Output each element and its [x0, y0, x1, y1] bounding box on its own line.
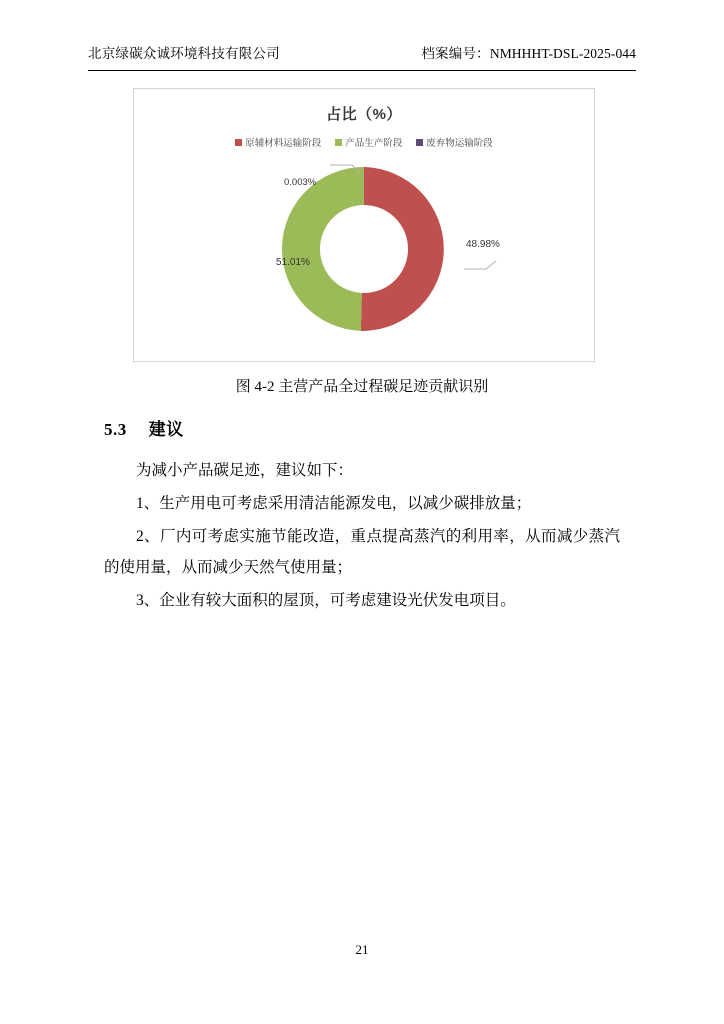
chart-legend [134, 135, 594, 149]
donut-hole [320, 205, 408, 293]
chart-container [133, 88, 595, 362]
page-number: 21 [355, 942, 369, 957]
paragraph-intro: 为减小产品碳足迹，建议如下： [136, 462, 354, 479]
chart-label-waste-transport: 0.003% [284, 177, 317, 188]
header-archive-number [421, 42, 636, 62]
section-number: 5.3 [104, 420, 127, 439]
chart-title: 占比（%） [326, 106, 402, 123]
legend-label-0: 原辅材料运输阶段 [245, 138, 322, 149]
donut-svg [134, 151, 594, 347]
section-body [104, 455, 620, 618]
chart-label-raw-material-transport: 48.98% [466, 239, 500, 250]
paragraph-item-3: 3、企业有较大面积的屋顶，可考虑建设光伏发电项目。 [136, 592, 516, 609]
legend-item-0 [235, 135, 321, 149]
legend-item-2 [416, 135, 493, 149]
page-header [88, 42, 636, 62]
paragraph-item-1: 1、生产用电可考虑采用清洁能源发电，以减少碳排放量； [136, 495, 532, 512]
archive-code: NMHHHT-DSL-2025-044 [489, 46, 636, 61]
legend-swatch-1 [335, 139, 342, 146]
legend-label-2: 废弃物运输阶段 [426, 138, 493, 149]
legend-item-1 [335, 135, 402, 149]
legend-swatch-0 [235, 139, 242, 146]
section-heading [104, 415, 184, 440]
paragraph-item-2: 2、厂内可考虑实施节能改造，重点提高蒸汽的利用率，从而减少蒸汽的使用量，从而减少天然气使用量； [104, 528, 620, 576]
legend-swatch-2 [416, 139, 423, 146]
header-divider [88, 70, 636, 71]
archive-label: 档案编号： [421, 46, 490, 61]
header-company-name: 北京绿碳众诚环境科技有限公司 [88, 46, 280, 61]
figure-caption: 图 4-2 主营产品全过程碳足迹贡献识别 [235, 379, 489, 395]
section-title: 建议 [148, 420, 184, 439]
donut-chart [134, 151, 594, 351]
legend-label-1: 产品生产阶段 [345, 138, 403, 149]
chart-label-production: 51.01% [276, 257, 310, 268]
leader-line-red [464, 261, 496, 269]
